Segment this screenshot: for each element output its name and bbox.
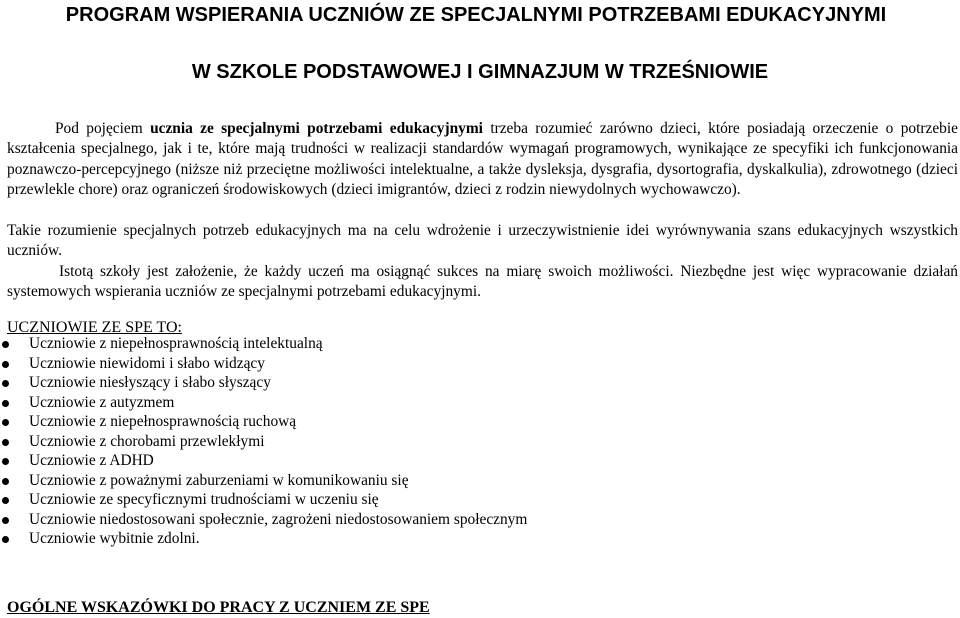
list-item: Uczniowie z autyzmem bbox=[0, 393, 527, 413]
bullet-icon bbox=[2, 341, 9, 348]
list-item: Uczniowie z chorobami przewlekłymi bbox=[0, 432, 527, 452]
bullet-icon bbox=[2, 419, 9, 426]
paragraph-school-mission bbox=[7, 262, 958, 303]
list-item: Uczniowie z niepełnosprawnością intelektualną bbox=[0, 334, 527, 354]
guidelines-heading: OGÓLNE WSKAZÓWKI DO PRACY Z UCZNIEM ZE SPE bbox=[7, 599, 430, 616]
paragraph-equal-opportunities: Takie rozumienie specjalnych potrzeb edukacyjnych ma na celu wdrożenie i urzeczywistnienie idei wyrównywania szans edukacyjnych wszystkich uczniów. bbox=[7, 222, 958, 260]
intro-bold-term: ucznia ze specjalnymi potrzebami edukacyjnymi bbox=[150, 120, 483, 137]
list-item: Uczniowie z poważnymi zaburzeniami w komunikowaniu się bbox=[0, 471, 527, 491]
intro-prefix: Pod pojęciem bbox=[55, 120, 143, 137]
list-item: Uczniowie z ADHD bbox=[0, 451, 527, 471]
bullet-icon bbox=[2, 380, 9, 387]
bullet-icon bbox=[2, 458, 9, 465]
intro-paragraph bbox=[7, 119, 958, 201]
bullet-icon bbox=[2, 361, 9, 368]
spe-section-heading: UCZNIOWIE ZE SPE TO: bbox=[7, 319, 182, 336]
bullet-icon bbox=[2, 536, 9, 543]
intro-rest: trzeba rozumieć zarówno dzieci, które posiadają orzeczenie o potrzebie kształcenia specjalnego, jak i te, które mają trudności w realizacji standardów wymagań programowych, wynikające ze specyfiki ich funkcjonowania poznawczo-percepcyjnego (niższe niż przeciętne możliwości intelektualne, a także dysleksja, dysgrafia, dysortografia, dyskalkulia), zdrowotnego (dzieci przewlekle chore) oraz ograniczeń środowiskowych (dzieci imigrantów, dzieci z rodzin niewydolnych wychowawczo). bbox=[7, 120, 958, 199]
list-item: Uczniowie wybitnie zdolni. bbox=[0, 529, 527, 549]
bullet-icon bbox=[2, 478, 9, 485]
list-item: Uczniowie niewidomi i słabo widzący bbox=[0, 354, 527, 374]
spe-student-list bbox=[0, 334, 527, 549]
document-title-line-1: PROGRAM WSPIERANIA UCZNIÓW ZE SPECJALNYMI POTRZEBAMI EDUKACYJNYMI bbox=[65, 4, 887, 26]
list-item: Uczniowie z niepełnosprawnością ruchową bbox=[0, 412, 527, 432]
bullet-icon bbox=[2, 497, 9, 504]
document-title-line-2: W SZKOLE PODSTAWOWEJ I GIMNAZJUM W TRZEŚNIOWIE bbox=[191, 61, 769, 83]
bullet-icon bbox=[2, 517, 9, 524]
list-item: Uczniowie ze specyficznymi trudnościami w uczeniu się bbox=[0, 490, 527, 510]
list-item: Uczniowie niesłyszący i słabo słyszący bbox=[0, 373, 527, 393]
list-item: Uczniowie niedostosowani społecznie, zagrożeni niedostosowaniem społecznym bbox=[0, 510, 527, 530]
bullet-icon bbox=[2, 400, 9, 407]
bullet-icon bbox=[2, 439, 9, 446]
paragraph-school-mission-text: Istotą szkoły jest założenie, że każdy uczeń ma osiągnąć sukces na miarę swoich możliwości. Niezbędne jest więc wypracowanie działań systemowych wspierania uczniów ze specjalnymi potrzebami edukacyjnymi. bbox=[7, 263, 958, 301]
